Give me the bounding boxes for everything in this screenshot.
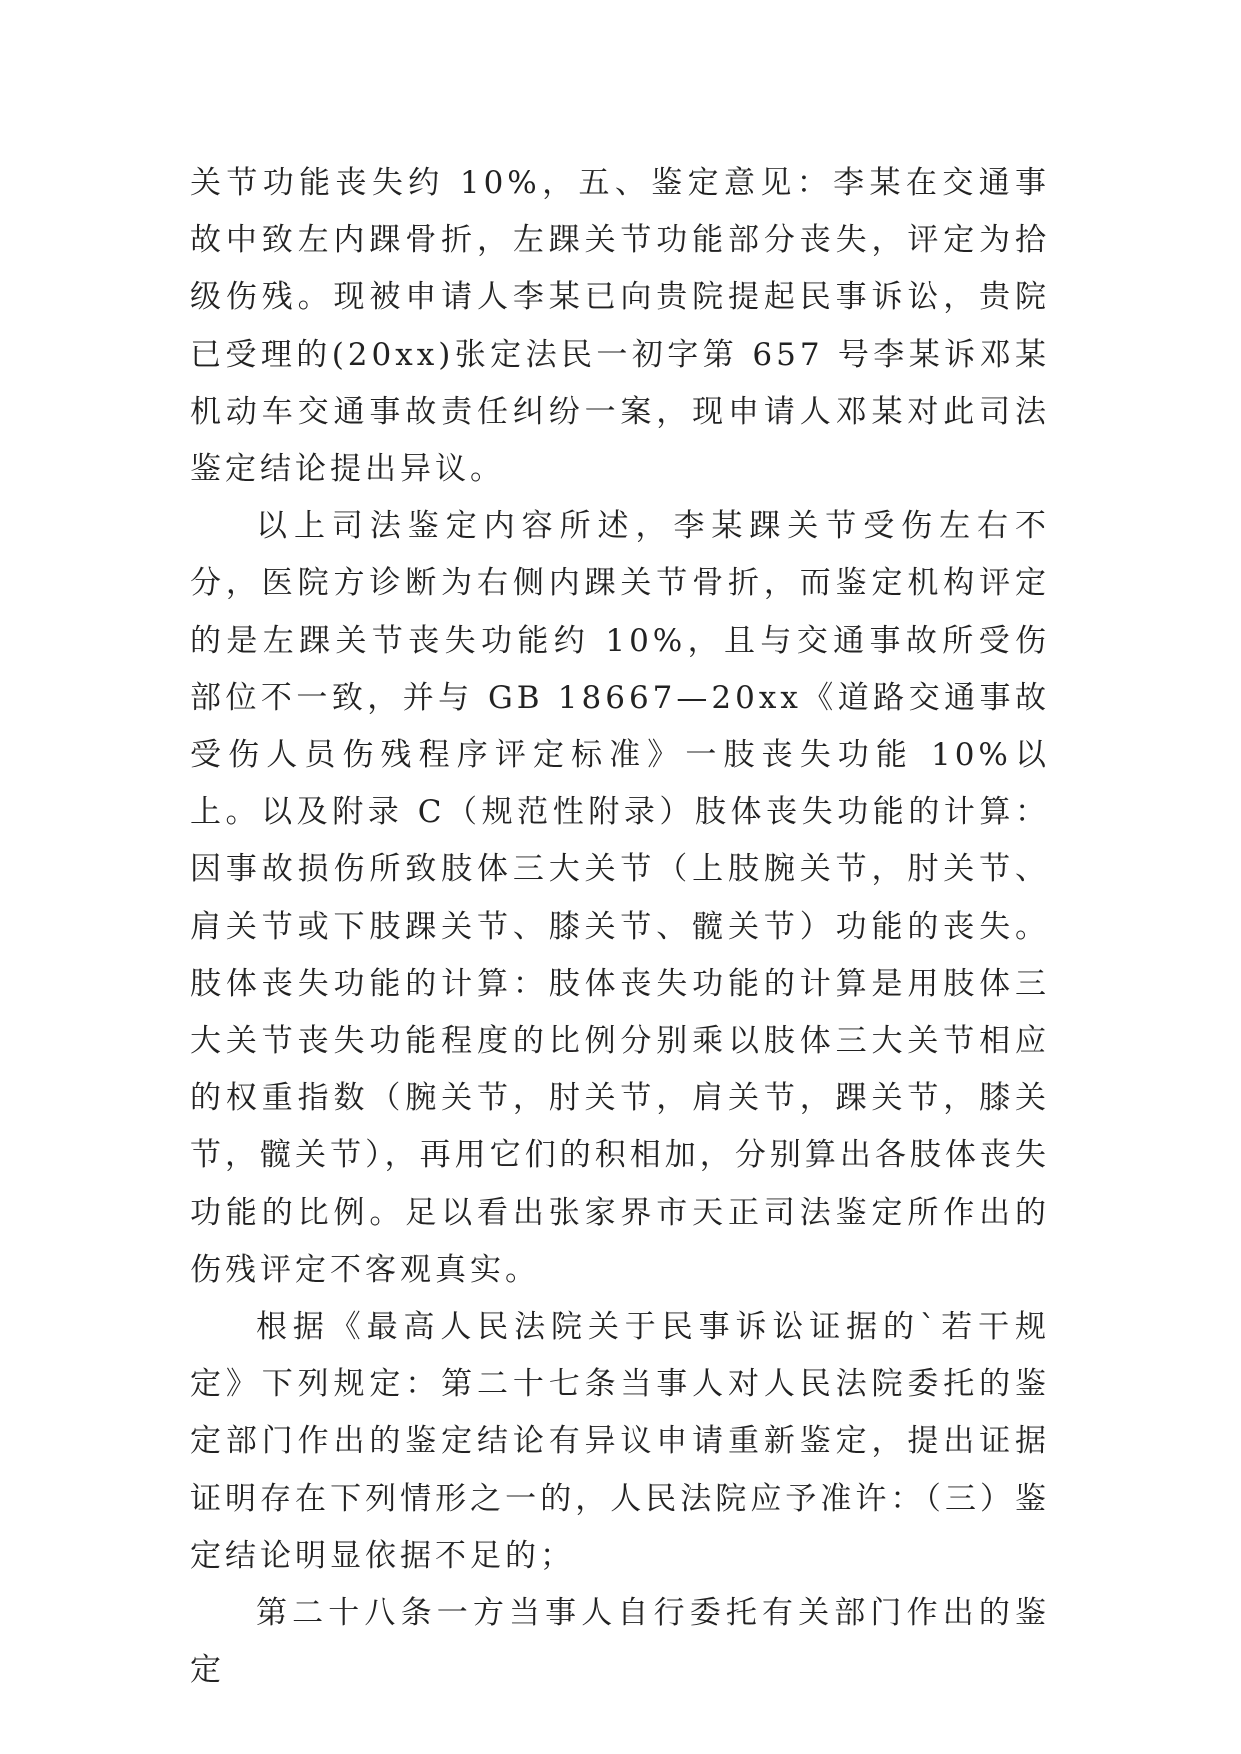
paragraph-appraisal-opinion: 关节功能丧失约 10%，五、鉴定意见：李某在交通事故中致左内踝骨折，左踝关节功能部分丧失，评定为拾级伤残。现被申请人李某已向贵院提起民事诉讼，贵院已受理的(20xx)张定法民一初字第 657 号李某诉邓某机动车交通事故责任纠纷一案，现申请人邓某对此司法鉴定结论提出异议。	[190, 165, 1050, 488]
paragraph-article-28: 第二十八条一方当事人自行委托有关部门作出的鉴定	[190, 1595, 1050, 1689]
paragraph-objection-reasons: 以上司法鉴定内容所述，李某踝关节受伤左右不分，医院方诊断为右侧内踝关节骨折，而鉴定机构评定的是左踝关节丧失功能约 10%，且与交通事故所受伤部位不一致，并与 GB 18667—20xx《道路交通事故受伤人员伤残程序评定标准》一肢丧失功能 10%以上。以及附录 C（规范性附录）肢体丧失功能的计算：因事故损伤所致肢体三大关节（上肢腕关节，肘关节、肩关节或下肢踝关节、膝关节、髋关节）功能的丧失。肢体丧失功能的计算：肢体丧失功能的计算是用肢体三大关节丧失功能程度的比例分别乘以肢体三大关节相应的权重指数（腕关节，肘关节，肩关节，踝关节，膝关节，髋关节），再用它们的积相加，分别算出各肢体丧失功能的比例。足以看出张家界市天正司法鉴定所作出的伤残评定不客观真实。	[190, 508, 1050, 1288]
paragraph-legal-basis: 根据《最高人民法院关于民事诉讼证据的`若干规定》下列规定：第二十七条当事人对人民法院委托的鉴定部门作出的鉴定结论有异议申请重新鉴定，提出证据证明存在下列情形之一的，人民法院应予准许：（三）鉴定结论明显依据不足的；	[190, 1309, 1050, 1574]
document-body	[190, 155, 1050, 1699]
